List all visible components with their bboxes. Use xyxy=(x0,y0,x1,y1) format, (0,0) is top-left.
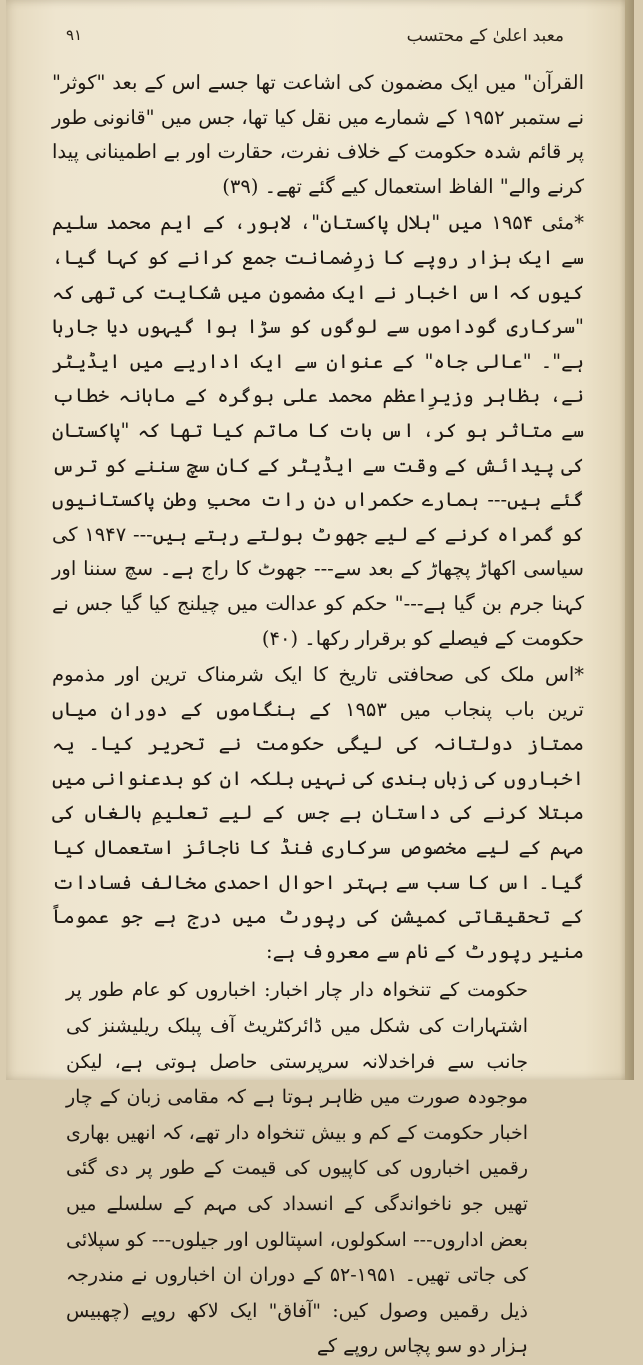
paragraph-3: *اس ملک کی صحافتی تاریخ کا ایک شرمناک ترین اور مذموم ترین باب پنجاب میں ۱۹۵۳ کے ہنگاموں کے دوران میاں ممتاز دولتانہ کی لیگی حکومت نے تحریر کیا۔ یہ اخباروں کی زباں بندی کی نہیں بلکہ ان کو بدعنوانی میں مبتلا کرنے کی داستان ہے جس کے لیے تعلیمِ بالغاں کی مہم کے لیے مخصوص سرکاری فنڈ کا ناجائز استعمال کیا گیا۔ اس کا سب سے بہتر احوال احمدی مخالف فسادات کے تحقیقاتی کمیشن کی رپورٹ میں درج ہے جو عموماً منیر رپورٹ کے نام سے معروف ہے: xyxy=(52,663,584,963)
page-edge xyxy=(625,0,634,1080)
page-body xyxy=(52,66,584,1365)
page-header xyxy=(66,18,564,52)
block-quote xyxy=(66,973,528,1365)
paragraph-2: *مئی ۱۹۵۴ میں "ہلال پاکستان"، لاہور، کے ایم محمد سلیم سے ایک ہزار روپے کا زرِضمانت جمع کرانے کو کہا گیا، کیوں کہ اس اخبار نے ایک مضمون میں شکایت کی تھی کہ "سرکاری گوداموں سے لوگوں کو سڑا ہوا گیہوں دیا جارہا ہے"۔ "عالی جاہ" کے عنوان سے ایک اداریے میں ایڈیٹر نے، بظاہر وزیرِاعظم محمد علی بوگرہ کے ماہانہ خطاب سے متاثر ہو کر، اس بات کا ماتم کیا تھا کہ "پاکستان کی پیدائش کے وقت سے ایڈیٹر کے کان سچ سننے کو ترس گئے ہیں--- ہمارے حکمراں دن رات محبِ وطن پاکستانیوں کو گمراہ کرنے کے لیے جھوٹ بولتے رہتے ہیں--- ۱۹۴۷ کی سیاسی اکھاڑ پچھاڑ کے بعد سے--- جھوٹ کا راج ہے۔ سچ سننا اور کہنا جرم بن گیا ہے---" حکم کو عدالت میں چیلنج کیا گیا جس نے حکومت کے فیصلے کو برقرار رکھا۔ (۴۰) xyxy=(52,211,584,650)
page-number: ۹۱ xyxy=(66,26,83,44)
book-page xyxy=(6,0,634,1358)
block-quote-text: حکومت کے تنخواہ دار چار اخبار: اخباروں کو عام طور پر اشتہارات کی شکل میں ڈائرکٹریٹ آف پبلک ریلیشنز کی جانب سے فراخدلانہ سرپرستی حاصل ہوتی ہے، لیکن موجودہ صورت میں ظاہر ہوتا ہے کہ مقامی زبان کے چار اخبار حکومت کے کم و بیش تنخواہ دار تھے، کہ انھیں بھاری رقمیں اخباروں کی کاپیوں کی قیمت کے طور پر دی گئی تھیں جو ناخواندگی کے انسداد کی مہم کے سلسلے میں بعض اداروں--- اسکولوں، اسپتالوں اور جیلوں--- کو سپلائی کی جاتی تھیں۔ ۱۹۵۱-۵۲ کے دوران ان اخباروں نے مندرجہ ذیل رقمیں وصول کیں: "آفاق" ایک لاکھ روپے (چھبیس ہزار دو سو پچاس روپے کے xyxy=(66,979,528,1358)
paragraph-1: القرآن" میں ایک مضمون کی اشاعت تھا جسے اس کے بعد "کوثر" نے ستمبر ۱۹۵۲ کے شمارے میں نقل کیا تھا، جس میں "قانونی طور پر قائم شدہ حکومت کے خلاف نفرت، حقارت اور بے اطمینانی پیدا کرنے والے" الفاظ استعمال کیے گئے تھے۔ (۳۹) xyxy=(52,71,584,198)
running-title: معبد اعلیٰ کے محتسب xyxy=(406,25,564,46)
